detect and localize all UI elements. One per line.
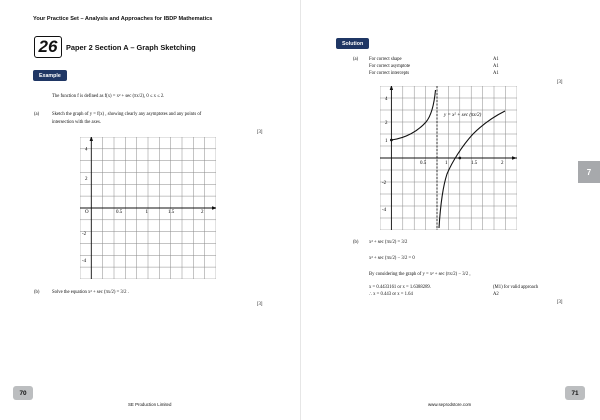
solution-line5-mark: A2: [493, 292, 499, 297]
criterion-3-mark: A1: [493, 71, 499, 76]
criterion-1-mark: A1: [493, 57, 499, 62]
y-tick-4: 4: [85, 147, 88, 153]
solution-part-a-label: (a): [353, 57, 359, 62]
sol-x-tick-1.5: 1.5: [471, 161, 478, 166]
solution-line4: x = 0.4433161 or x = 1.6388289.: [369, 285, 431, 290]
sol-x-tick-1: 1: [445, 161, 448, 166]
example-intro: The function f is defined as f(x) = x² + sec (πx/2), 0 ≤ x ≤ 2.: [52, 94, 165, 99]
left-footer: SE Production Limited: [128, 402, 172, 407]
sol-y-tick-neg2: -2: [382, 181, 387, 186]
right-footer: www.seprodstore.com: [428, 402, 472, 407]
solution-line3: By considering the graph of y = x² + sec (πx/2) − 3/2 ,: [369, 272, 471, 277]
solution-graph: [380, 86, 517, 230]
solution-x-arrow: [512, 156, 517, 159]
y-axis-arrow: [90, 137, 93, 141]
part-a-label: (a): [34, 112, 40, 117]
solution-part-b-marks: [3]: [557, 300, 563, 305]
sol-x-tick-0.5: 0.5: [420, 161, 427, 166]
solution-line1: x² + sec (πx/2) = 3/2: [369, 240, 408, 245]
x-tick-1: 1: [145, 210, 148, 215]
sol-y-tick-1: 1: [385, 139, 388, 144]
curve-left-branch: [391, 90, 435, 140]
solution-y-arrow: [390, 86, 393, 90]
x-tick-1.5: 1.5: [168, 210, 175, 215]
part-a-line1: Sketch the graph of y = f(x) , showing clearly any asymptotes and any points of: [52, 112, 202, 117]
solution-tag: Solution: [336, 38, 369, 49]
right-page-number: 71: [565, 386, 585, 400]
x-intercept-point: [458, 157, 461, 160]
solution-line2: x² + sec (πx/2) − 3/2 = 0: [369, 256, 415, 261]
x-axis-arrow: [212, 206, 216, 209]
y-tick-neg2: -2: [82, 232, 87, 237]
sol-x-tick-2: 2: [501, 161, 504, 166]
x-tick-origin: O: [85, 210, 89, 215]
chapter-side-tab[interactable]: 7: [578, 161, 600, 183]
section-title: Paper 2 Section A – Graph Sketching: [66, 43, 196, 52]
part-a-line2: intersection with the axes.: [52, 120, 101, 125]
blank-answer-grid: [80, 137, 216, 279]
solution-part-b-label: (b): [353, 240, 359, 245]
x-tick-2: 2: [201, 210, 204, 215]
criterion-2: For correct asymptote: [369, 64, 411, 69]
y-tick-2: 2: [85, 177, 88, 182]
criterion-2-mark: A1: [493, 64, 499, 69]
y-intercept-point: [390, 139, 393, 142]
criterion-3: For correct intercepts: [369, 71, 410, 76]
solution-part-a-marks: [3]: [557, 80, 563, 85]
part-b-marks: [3]: [257, 302, 263, 307]
sol-y-tick-2: 2: [385, 121, 388, 126]
criterion-1: For correct shape: [369, 57, 402, 62]
example-tag: Example: [33, 70, 67, 81]
chapter-number-box: 26: [34, 36, 62, 58]
book-header: Your Practice Set – Analysis and Approaches for IBDP Mathematics: [33, 16, 213, 22]
part-a-marks: [3]: [257, 130, 263, 135]
left-page-number: 70: [13, 386, 33, 400]
part-b-text: Solve the equation x² + sec (πx/2) = 3/2 .: [52, 290, 129, 295]
sol-y-tick-neg4: -4: [382, 208, 387, 213]
solution-line4-note: (M1) for valid approach: [493, 285, 539, 290]
sol-y-tick-4: 4: [385, 97, 388, 102]
solution-line5: ∴ x = 0.443 or x = 1.64: [369, 292, 413, 297]
y-tick-neg4: -4: [82, 259, 87, 264]
curve-label: y = x² + sec (πx/2): [444, 113, 482, 118]
x-tick-0.5: 0.5: [116, 210, 123, 215]
part-b-label: (b): [34, 290, 40, 295]
curve-right-branch: [439, 111, 505, 228]
